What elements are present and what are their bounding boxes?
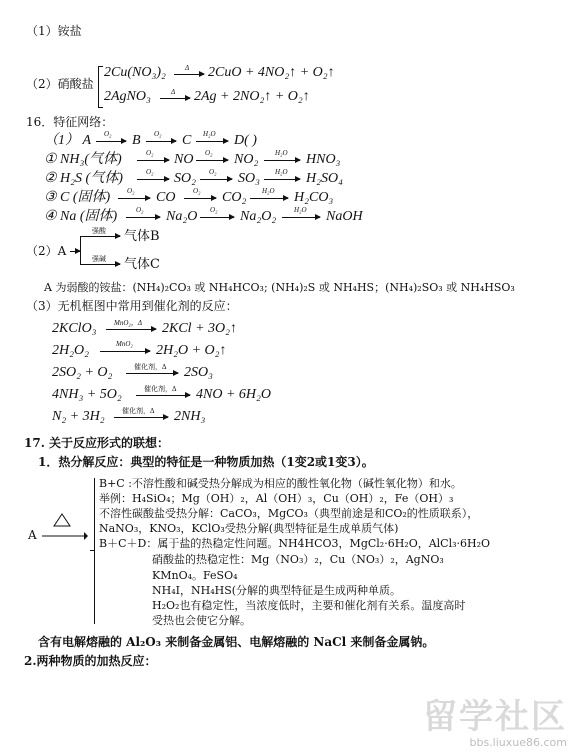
net4-arrow-1: [126, 217, 160, 218]
nitrate-eq2-arrow: [160, 98, 190, 99]
net3-o2-2: O₂: [193, 187, 201, 195]
net2-o2-2: O₂: [209, 168, 217, 176]
net3-h2o: H₂O: [262, 187, 275, 195]
nitrate-eq2-delta: Δ: [171, 88, 176, 96]
cat3-arrow: [126, 373, 178, 374]
cat2-label: MnO₂: [116, 340, 133, 348]
net4-arrow-2: [200, 217, 234, 218]
ammonium-heading: （1）铵盐: [26, 24, 82, 38]
net3-a: ③ C (固体): [44, 190, 111, 205]
net4-arrow-3: [282, 217, 320, 218]
watermark-url: bbs.liuxue86.com: [469, 736, 567, 749]
cat1-arrow: [106, 329, 156, 330]
net1-o2-1: O₂: [146, 149, 154, 157]
branch-arrow-base: [80, 264, 120, 265]
cat2-right: 2H₂O + O₂↑: [156, 343, 227, 358]
section-17-heading: 17. 关于反应形式的联想：: [24, 436, 170, 450]
nitrate-brace: [98, 66, 103, 108]
cat5-right: 2NH₃: [174, 409, 206, 424]
two-substance-heading: 2.两种物质的加热反应：: [24, 654, 157, 668]
nitrate-eq1-left: 2Cu(NO₃)₂: [104, 65, 166, 80]
decomp-delta-arrow: [42, 512, 88, 542]
net4-a: ④ Na (固体): [44, 209, 118, 224]
branch-stem: [70, 251, 80, 252]
net-head-arrow-3: [196, 141, 228, 142]
net-head-d: D( ): [234, 133, 257, 148]
gas-b: 气体B: [124, 229, 160, 244]
decomp-line-6: 硝酸盐的热稳定性：Mg（NO₃）₂，Cu（NO₃）₂，AgNO₃: [152, 553, 444, 566]
branch-arrow-acid: [80, 236, 120, 237]
net3-o2-1: O₂: [127, 187, 135, 195]
thermal-decomposition-heading: 1．热分解反应：典型的特征是一种物质加热（1变2或1变3）。: [38, 455, 374, 469]
cat3-right: 2SO₃: [184, 365, 213, 380]
net2-c: SO₃: [238, 171, 260, 186]
net-head-o2-2: O₂: [154, 130, 162, 138]
watermark-main-text: 留学社区: [423, 697, 567, 737]
net1-b: NO: [174, 152, 194, 167]
net2-arrow-2: [200, 179, 232, 180]
net1-o2-2: O₂: [205, 149, 213, 157]
net1-arrow-2: [196, 160, 228, 161]
net2-arrow-1: [137, 179, 169, 180]
net-head-h2o: H₂O: [203, 130, 216, 138]
nitrate-eq2-left: 2AgNO₃: [104, 89, 151, 104]
strong-acid-label: 强酸: [92, 227, 106, 235]
nitrate-eq1-delta: Δ: [185, 64, 190, 72]
net2-b: SO₂: [174, 171, 196, 186]
net1-arrow-1: [137, 160, 169, 161]
net4-c: Na₂O₂: [240, 209, 277, 224]
nitrate-eq1-right: 2CuO + 4NO₂↑ + O₂↑: [208, 65, 335, 80]
decomp-line-3: 不溶性碳酸盐受热分解：CaCO₃，MgCO₃（典型前途是和CO₂的性质联系），: [99, 507, 479, 520]
net3-arrow-1: [118, 198, 150, 199]
net2-o2-1: O₂: [146, 168, 154, 176]
net1-d: HNO₃: [306, 152, 341, 167]
net1-arrow-3: [264, 160, 300, 161]
section-16-heading: 16．特征网络：: [26, 115, 114, 129]
net-head-o2-1: O₂: [104, 130, 112, 138]
cat4-label: 催化剂，Δ: [144, 385, 177, 393]
cat4-left: 4NH₃ + 5O₂: [52, 387, 122, 402]
net-head-c: C: [182, 133, 192, 148]
net1-h2o: H₂O: [275, 149, 288, 157]
section-2a-heading: （2）A: [26, 244, 67, 258]
net2-a: ② H₂S (气体): [44, 171, 123, 186]
net2-h2o: H₂O: [275, 168, 288, 176]
delta-arrow-head-icon: [84, 532, 88, 540]
delta-triangle-icon: [54, 514, 70, 526]
decomp-line-8: NH₄I，NH₄HS(分解的典型特征是生成两种单质。: [152, 584, 402, 597]
net-head-a: （1） A: [44, 133, 92, 148]
net-head-b: B: [132, 133, 141, 148]
branch-bracket: [80, 236, 81, 264]
cat4-arrow: [136, 395, 190, 396]
net4-o2-1: O₂: [136, 206, 144, 214]
net3-arrow-3: [250, 198, 288, 199]
net-head-arrow-1: [96, 141, 126, 142]
decomp-line-2: 举例：H₄SiO₄；Mg（OH）₂，Al（OH）₃，Cu（OH）₂，Fe（OH）₃: [99, 492, 454, 505]
cat5-left: N₂ + 3H₂: [52, 409, 105, 424]
net4-h2o: H₂O: [294, 206, 307, 214]
decomp-line-4: NaNO₃，KNO₃，KClO₃受热分解(典型特征是生成单质气体): [99, 522, 399, 535]
watermark-logo: [423, 697, 567, 749]
cat5-label: 催化剂，Δ: [122, 407, 155, 415]
cat1-left: 2KClO₃: [52, 321, 97, 336]
net3-arrow-2: [184, 198, 216, 199]
decomp-line-10: 受热也会使它分解。: [152, 614, 251, 627]
nitrate-heading: （2）硝酸盐: [26, 77, 94, 91]
cat5-arrow: [114, 417, 168, 418]
net4-b: Na₂O: [166, 209, 198, 224]
net1-a: ① NH₃(气体): [44, 152, 122, 167]
net2-arrow-3: [264, 179, 300, 180]
net4-o2-2: O₂: [210, 206, 218, 214]
cat1-label: MnO₂，Δ: [114, 319, 142, 327]
decomp-brace: [94, 478, 95, 624]
strong-base-label: 强碱: [92, 255, 106, 263]
decomp-a: A: [28, 528, 37, 542]
net3-d: H₂CO₃: [294, 190, 334, 205]
cat1-right: 2KCl + 3O₂↑: [162, 321, 237, 336]
cat3-left: 2SO₂ + O₂: [52, 365, 113, 380]
cat2-left: 2H₂O₂: [52, 343, 89, 358]
weak-acid-ammonium-note: A 为弱酸的铵盐：(NH₄)₂CO₃ 或 NH₄HCO₃; (NH₄)₂S 或 NH₄HS；(NH₄)₂SO₃ 或 NH₄HSO₃: [44, 281, 515, 294]
net1-c: NO₂: [234, 152, 259, 167]
section-3-heading: （3）无机框图中常用到催化剂的反应：: [26, 299, 238, 313]
nitrate-eq2-right: 2Ag + 2NO₂↑ + O₂↑: [194, 89, 310, 104]
electrolysis-note: 含有电解熔融的 Al₂O₃ 来制备金属铝、电解熔融的 NaCl 来制备金属钠。: [38, 635, 435, 649]
decomp-brace-notch: [90, 550, 94, 551]
net2-d: H₂SO₄: [306, 171, 343, 186]
net4-d: NaOH: [326, 209, 363, 224]
cat3-label: 催化剂，Δ: [134, 363, 167, 371]
decomp-line-7: KMnO₄。FeSO₄: [152, 569, 238, 582]
cat4-right: 4NO + 6H₂O: [196, 387, 271, 402]
net-head-arrow-2: [146, 141, 176, 142]
nitrate-eq1-arrow: [174, 74, 204, 75]
gas-c: 气体C: [124, 257, 160, 272]
net3-c: CO₂: [222, 190, 247, 205]
decomp-line-5: B＋C＋D：属于盐的热稳定性问题。NH4HCO3，MgCl₂·6H₂O，AlCl₃·6H₂O: [99, 537, 491, 550]
decomp-line-9: H₂O₂也有稳定性，当浓度低时，主要和催化剂有关系。温度高时: [152, 599, 466, 612]
decomp-line-1: B+C :不溶性酸和碱受热分解成为相应的酸性氧化物（碱性氧化物）和水。: [99, 477, 462, 490]
cat2-arrow: [100, 351, 150, 352]
net3-b: CO: [156, 190, 176, 205]
